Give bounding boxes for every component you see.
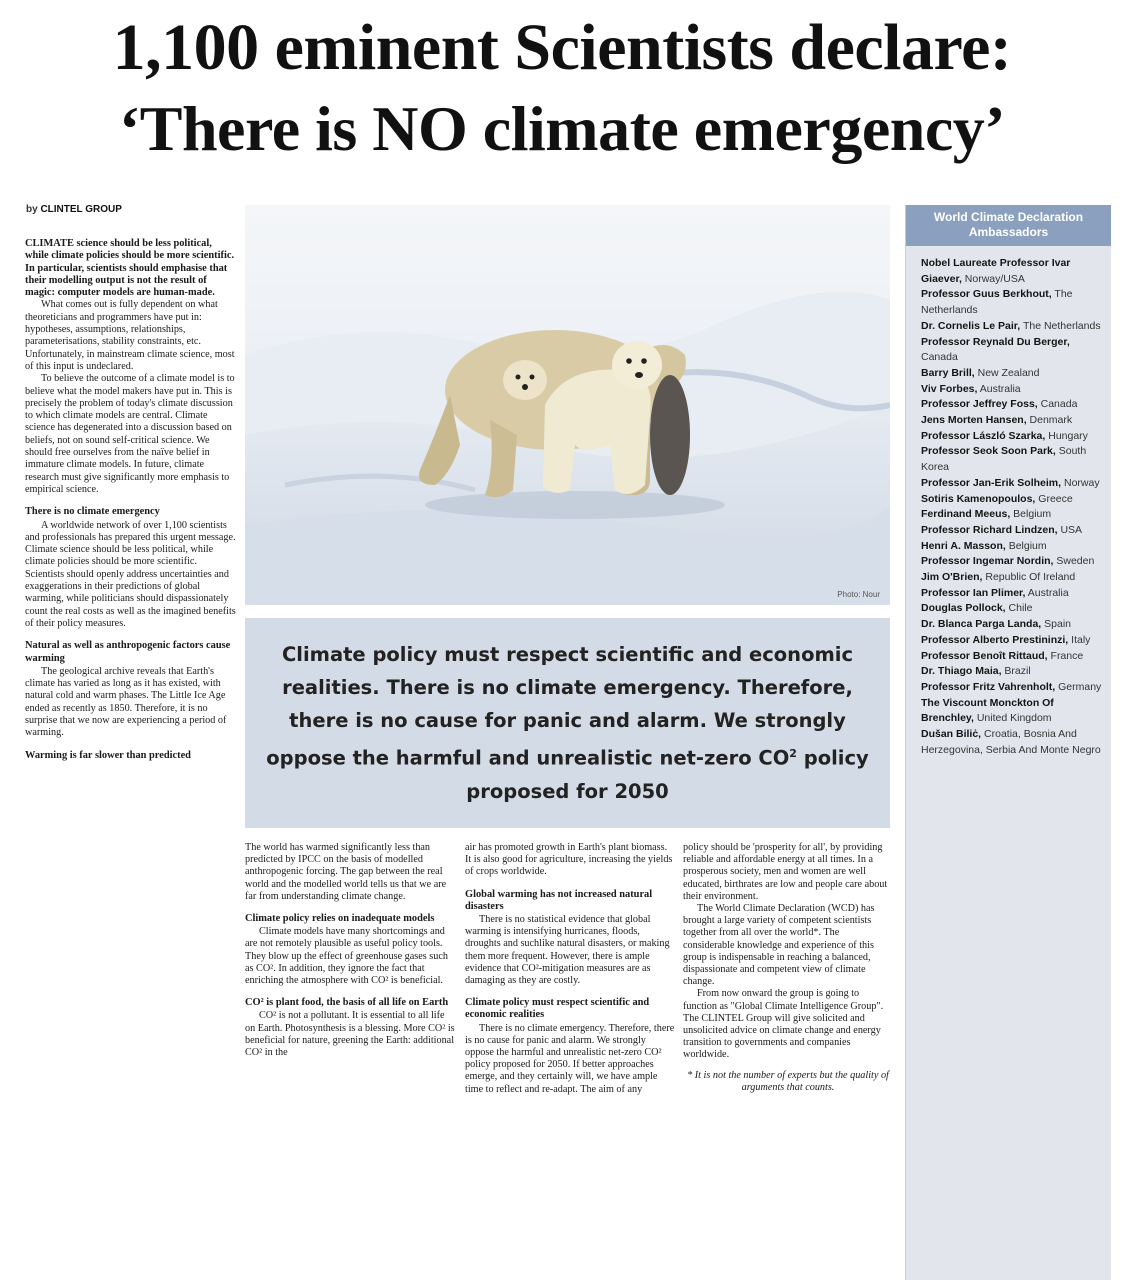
ambassador-item: [921, 586, 1103, 602]
ambassador-country: Italy: [1068, 633, 1091, 646]
ambassador-country: Republic Of Ireland: [982, 571, 1076, 584]
paragraph: The world has warmed significantly less than predicted by IPCC on the basis of modelled anthropogenic forcing. The gap between the real world and the modelled world tells us that we are far from understanding climate change.: [245, 842, 447, 902]
byline-prefix: by: [26, 204, 38, 215]
article-column-1: [25, 238, 237, 763]
pull-quote-text: [258, 638, 878, 808]
ambassador-item: [921, 492, 1103, 508]
ambassador-country: Canada: [1037, 398, 1078, 411]
paragraph: There is no climate emergency. Therefore, there is no cause for panic and alarm. We strongly oppose the harmful and unrealistic net-zero CO² policy proposed for 2050. If better approaches emerge, and they certainly will, we have ample time to reflect and re-adapt. The aim of any: [465, 1022, 675, 1095]
ambassador-item: [921, 382, 1103, 398]
ambassador-name: Douglas Pollock,: [921, 602, 1006, 615]
ambassador-country: Sweden: [1053, 555, 1095, 568]
sidebar-title: World Climate Declaration Ambassadors: [906, 205, 1111, 246]
ambassador-item: [921, 444, 1103, 475]
ambassador-item: [921, 319, 1103, 335]
paragraph: The geological archive reveals that Earth's climate has varied as long as it has existed, with natural cold and warm phases. The Little Ice Age ended as recently as 1850. Therefore, it is no surprise that we now are experiencing a period of warming.: [25, 665, 227, 739]
pull-quote-superscript: 2: [789, 747, 797, 761]
ambassador-item: [921, 664, 1103, 680]
ambassador-country: Germany: [1055, 680, 1102, 693]
ambassador-name: Viv Forbes,: [921, 382, 978, 395]
lead-paragraph: CLIMATE science should be less political, while climate policies should be more scientific. In particular, scientists should emphasise that their modelling output is not the result of magic: computer models are human-made.: [25, 238, 235, 299]
ambassador-country: Norway: [1061, 476, 1100, 489]
cub-left: [503, 360, 547, 400]
pull-quote-end: policy proposed for 2050: [466, 746, 869, 803]
ambassador-name: Dr. Cornelis Le Pair,: [921, 319, 1021, 332]
subheading: Climate policy must respect scientific and economic realities: [465, 997, 650, 1021]
subheading: Natural as well as anthropogenic factors cause warming: [25, 640, 231, 664]
ambassador-name: Professor Alberto Prestininzi,: [921, 633, 1069, 646]
ambassador-item: [921, 476, 1103, 492]
paragraph: What comes out is fully dependent on what theoreticians and programmers have put in: hypotheses, assumptions, relationships, parameterisations, stability constraints, etc. Unfortunately, in mainstream climate science, most of this input is undeclared.: [25, 299, 235, 372]
ambassador-item: [921, 601, 1103, 617]
ambassador-item: [921, 633, 1103, 649]
ambassador-list: [906, 246, 1111, 759]
ambassador-country: Brazil: [1001, 665, 1031, 678]
paragraph: The World Climate Declaration (WCD) has brought a large variety of competent scientists together from all over the world*. The considerable knowledge and experience of this group is indispensable in reaching a balanced, dispassionate and competent view of climate change.: [683, 903, 875, 988]
ambassador-name: Professor Reynald Du Berger,: [921, 335, 1070, 348]
byline-author: CLINTEL GROUP: [40, 204, 122, 215]
ambassador-item: [921, 554, 1103, 570]
pull-quote-body: Climate policy must respect scientific and economic realities. There is no climate emergency. Therefore, there is no cause for panic and alarm. We strongly oppose the harmful and unrealistic net-zero CO: [266, 643, 854, 770]
ambassador-name: Professor Seok Soon Park,: [921, 445, 1056, 458]
paragraph: CO² is not a pollutant. It is essential to all life on Earth. Photosynthesis is a blessing. More CO² is beneficial for nature, greening the Earth: additional CO² in the: [245, 1010, 455, 1059]
ambassador-name: Henri A. Masson,: [921, 539, 1006, 552]
article-column-4: [683, 842, 893, 1094]
ambassador-name: Professor Benoît Rittaud,: [921, 649, 1048, 662]
ambassador-country: Croatia, Bosnia And Herzegovina, Serbia And Monte Negro: [921, 728, 1101, 756]
paragraph: air has promoted growth in Earth's plant biomass. It is also good for agriculture, increasing the yields of crops worldwide.: [465, 842, 673, 878]
ambassador-name: Dušan Biliċ,: [921, 728, 982, 741]
subheading: Climate policy relies on inadequate models: [245, 913, 435, 925]
pull-quote: [245, 618, 890, 828]
ambassador-country: USA: [1057, 523, 1083, 536]
ambassador-item: [921, 429, 1103, 445]
ambassador-name: The Viscount Monckton Of Brenchley,: [921, 696, 1054, 725]
ambassador-name: Dr. Blanca Parga Landa,: [921, 618, 1042, 631]
paragraph: There is no statistical evidence that global warming is intensifying hurricanes, floods, droughts and suchlike natural disasters, or making them more frequent. However, there is ample evidence that CO²-mitigation measures are as damaging as they are costly.: [465, 914, 670, 987]
paragraph: A worldwide network of over 1,100 scientists and professionals has prepared this urgent message. Climate science should be less political, while climate policies should be more scientific. Scientists should openly address uncertainties and exaggerations in their predictions of global warming, while politicians should dispassionately count the real costs as well as the imagined benefits of their policy measures.: [25, 519, 236, 629]
ambassador-item: [921, 366, 1103, 382]
ambassador-name: Dr. Thiago Maia,: [921, 665, 1002, 678]
ambassador-country: Belgium: [1010, 508, 1052, 521]
ambassador-country: France: [1047, 649, 1084, 662]
paragraph: To believe the outcome of a climate model is to believe what the model makers have put in. This is precisely the problem of today's climate discussion to which climate models are central. Climate science has degenerated into a discussion based on beliefs, not on sound self-critical science. We should free ourselves from the naïve belief in immature climate models. In future, climate research must give significantly more emphasis to empirical science.: [25, 373, 235, 495]
ambassador-name: Professor Ian Plimer,: [921, 586, 1026, 599]
article-column-2: [245, 842, 455, 1059]
ambassador-country: Denmark: [1026, 414, 1073, 427]
ambassador-name: Professor Richard Lindzen,: [921, 523, 1058, 536]
paragraph: From now onward the group is going to function as "Global Climate Intelligence Group". The CLINTEL Group will give solicited and unsolicited advice on climate change and energy transition to governments and companies worldwide.: [683, 988, 884, 1061]
ambassador-country: Norway/USA: [961, 272, 1025, 285]
subheading: Warming is far slower than predicted: [25, 749, 191, 761]
ambassador-country: Canada: [921, 351, 958, 364]
ambassador-country: South Korea: [921, 445, 1087, 474]
ambassador-name: Professor László Szarka,: [921, 429, 1046, 442]
ambassador-item: [921, 696, 1103, 727]
ambassador-country: The Netherlands: [921, 288, 1073, 317]
ambassador-country: Australia: [977, 382, 1021, 395]
headline-line-1: 1,100 eminent Scientists declare:: [112, 11, 1012, 84]
polar-bear-illustration: [245, 205, 890, 605]
ambassador-item: [921, 287, 1103, 318]
ambassador-name: Professor Jeffrey Foss,: [921, 398, 1038, 411]
ambassador-name: Ferdinand Meeus,: [921, 508, 1011, 521]
ambassador-country: Hungary: [1045, 429, 1088, 442]
ambassador-item: [921, 680, 1103, 696]
ambassador-country: Chile: [1005, 602, 1033, 615]
byline: [26, 204, 122, 215]
ambassador-name: Professor Jan-Erik Solheim,: [921, 476, 1062, 489]
ambassador-item: [921, 507, 1103, 523]
ambassador-item: [921, 523, 1103, 539]
ambassador-country: Spain: [1041, 618, 1071, 631]
ambassador-name: Sotiris Kamenopoulos,: [921, 492, 1036, 505]
paragraph: policy should be 'prosperity for all', by providing reliable and affordable energy at all times. In a prosperous society, men and women are well educated, birthrates are low and people care about their environment.: [683, 842, 888, 902]
ambassador-item: [921, 570, 1103, 586]
polar-bear-photo: [245, 205, 890, 605]
headline: [12, 8, 1112, 170]
footnote: * It is not the number of experts but the quality of arguments that counts.: [687, 1069, 889, 1093]
ambassador-item: [921, 413, 1103, 429]
ambassador-name: Professor Ingemar Nordin,: [921, 555, 1054, 568]
headline-line-2: ‘There is NO climate emergency’: [118, 93, 1006, 164]
ambassador-country: Belgium: [1005, 539, 1047, 552]
ambassador-country: United Kingdom: [973, 712, 1052, 725]
ambassador-item: [921, 397, 1103, 413]
ambassador-name: Nobel Laureate Professor Ivar Giaever,: [921, 257, 1071, 285]
ambassadors-sidebar: [905, 205, 1111, 1280]
ambassador-country: New Zealand: [974, 366, 1040, 379]
ambassador-name: Jens Morten Hansen,: [921, 414, 1027, 427]
article-column-3: [465, 842, 675, 1096]
ambassador-item: [921, 649, 1103, 665]
ambassador-item: [921, 256, 1103, 287]
ambassador-country: The Netherlands: [1020, 319, 1101, 332]
subheading: CO² is plant food, the basis of all life on Earth: [245, 997, 449, 1009]
ambassador-item: [921, 727, 1103, 758]
photo-credit: Photo: Nour: [837, 590, 880, 599]
ambassador-name: Professor Guus Berkhout,: [921, 288, 1052, 301]
ambassador-item: [921, 335, 1103, 366]
ambassador-item: [921, 617, 1103, 633]
ambassador-name: Barry Brill,: [921, 366, 975, 379]
subheading: Global warming has not increased natural disasters: [465, 888, 653, 912]
ambassador-name: Jim O'Brien,: [921, 571, 983, 584]
ambassador-country: Australia: [1025, 586, 1069, 599]
subheading: There is no climate emergency: [25, 506, 160, 518]
ambassador-country: Greece: [1035, 492, 1073, 505]
ambassador-item: [921, 539, 1103, 555]
ambassador-name: Professor Fritz Vahrenholt,: [921, 680, 1056, 693]
paragraph: Climate models have many shortcomings and are not remotely plausible as useful policy tools. They blow up the effect of greenhouse gases such as CO². In addition, they ignore the fact that enriching the atmosphere with CO² is beneficial.: [245, 926, 448, 987]
